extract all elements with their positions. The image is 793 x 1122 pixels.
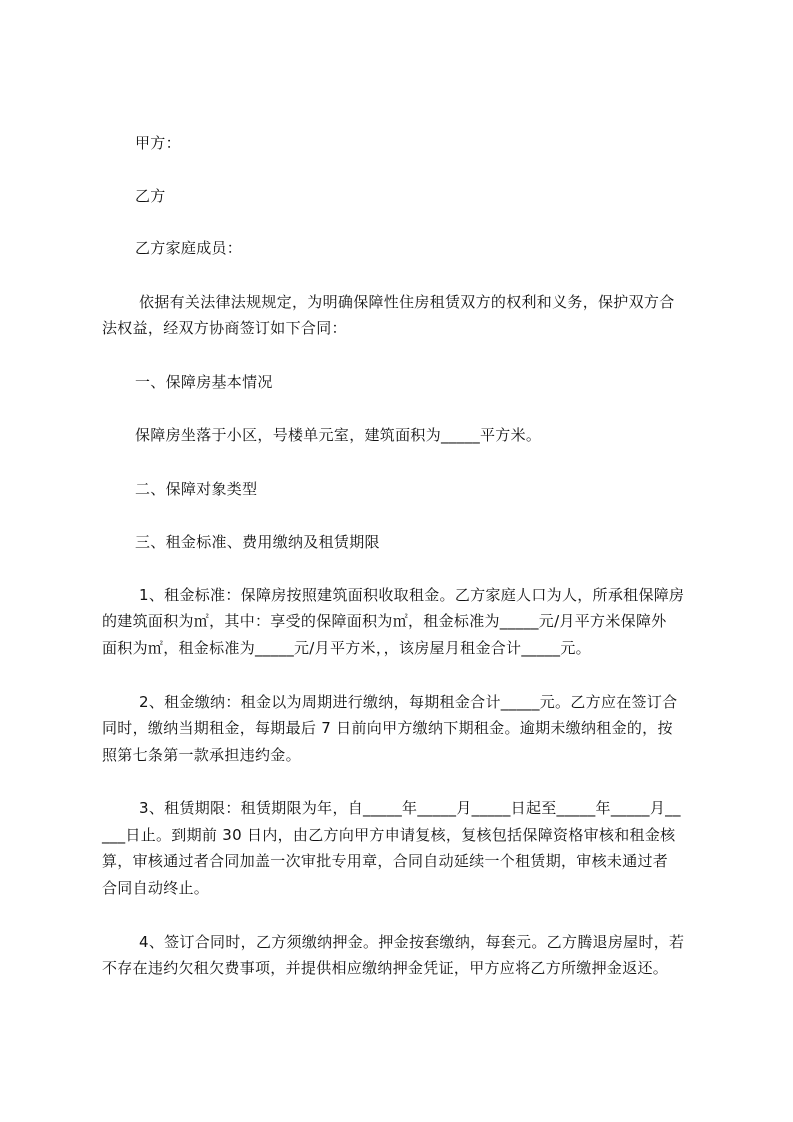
- clause-2-line-2: 同时，缴纳当期租金，每期最后 7 日前向甲方缴纳下期租金。逾期未缴纳租金的，按: [102, 719, 673, 737]
- clause-3-line-3: 算，审核通过者合同加盖一次审批专用章，合同自动延续一个租赁期，审核未通过者: [102, 852, 669, 870]
- section-2-heading: 二、保障对象类型: [135, 480, 258, 498]
- party-a-label: 甲方：: [135, 134, 181, 152]
- party-b-family-label: 乙方家庭成员：: [135, 239, 243, 257]
- section-3-heading: 三、租金标准、费用缴纳及租赁期限: [135, 533, 380, 551]
- clause-4-line-2: 不存在违约欠租欠费事项，并提供相应缴纳押金凭证，甲方应将乙方所缴押金返还。: [102, 959, 669, 977]
- section-1-text: 保障房坐落于小区，号楼单元室，建筑面积为_____平方米。: [135, 426, 542, 444]
- clause-3-line-2: ___日止。到期前 30 日内，由乙方向甲方申请复核，复核包括保障资格审核和租金核: [102, 826, 676, 844]
- party-b-label: 乙方: [135, 187, 166, 205]
- preamble-line-1: 依据有关法律法规规定，为明确保障性住房租赁双方的权利和义务，保护双方合: [139, 293, 675, 311]
- clause-3-line-1: 3、租赁期限：租赁期限为年，自_____年_____月_____日起至_____年_____月__: [139, 799, 681, 817]
- clause-2-line-1: 2、租金缴纳：租金以为周期进行缴纳，每期租金合计_____元。乙方应在签订合: [139, 693, 678, 711]
- section-1-heading: 一、保障房基本情况: [135, 373, 273, 391]
- clause-2-line-3: 照第七条第一款承担违约金。: [102, 746, 301, 764]
- clause-1-line-1: 1、租金标准：保障房按照建筑面积收取租金。乙方家庭人口为人，所承租保障房: [139, 586, 685, 604]
- clause-4-line-1: 4、签订合同时，乙方须缴纳押金。押金按套缴纳，每套元。乙方腾退房屋时，若: [139, 933, 685, 951]
- clause-1-line-3: 面积为㎡，租金标准为_____元/月平方米，，该房屋月租金合计_____元。: [102, 639, 591, 657]
- clause-3-line-4: 合同自动终止。: [102, 879, 210, 897]
- preamble-line-2: 法权益，经双方协商签订如下合同：: [102, 319, 347, 337]
- clause-1-line-2: 的建筑面积为㎡，其中：享受的保障面积为㎡，租金标准为_____元/月平方米保障外: [102, 612, 667, 630]
